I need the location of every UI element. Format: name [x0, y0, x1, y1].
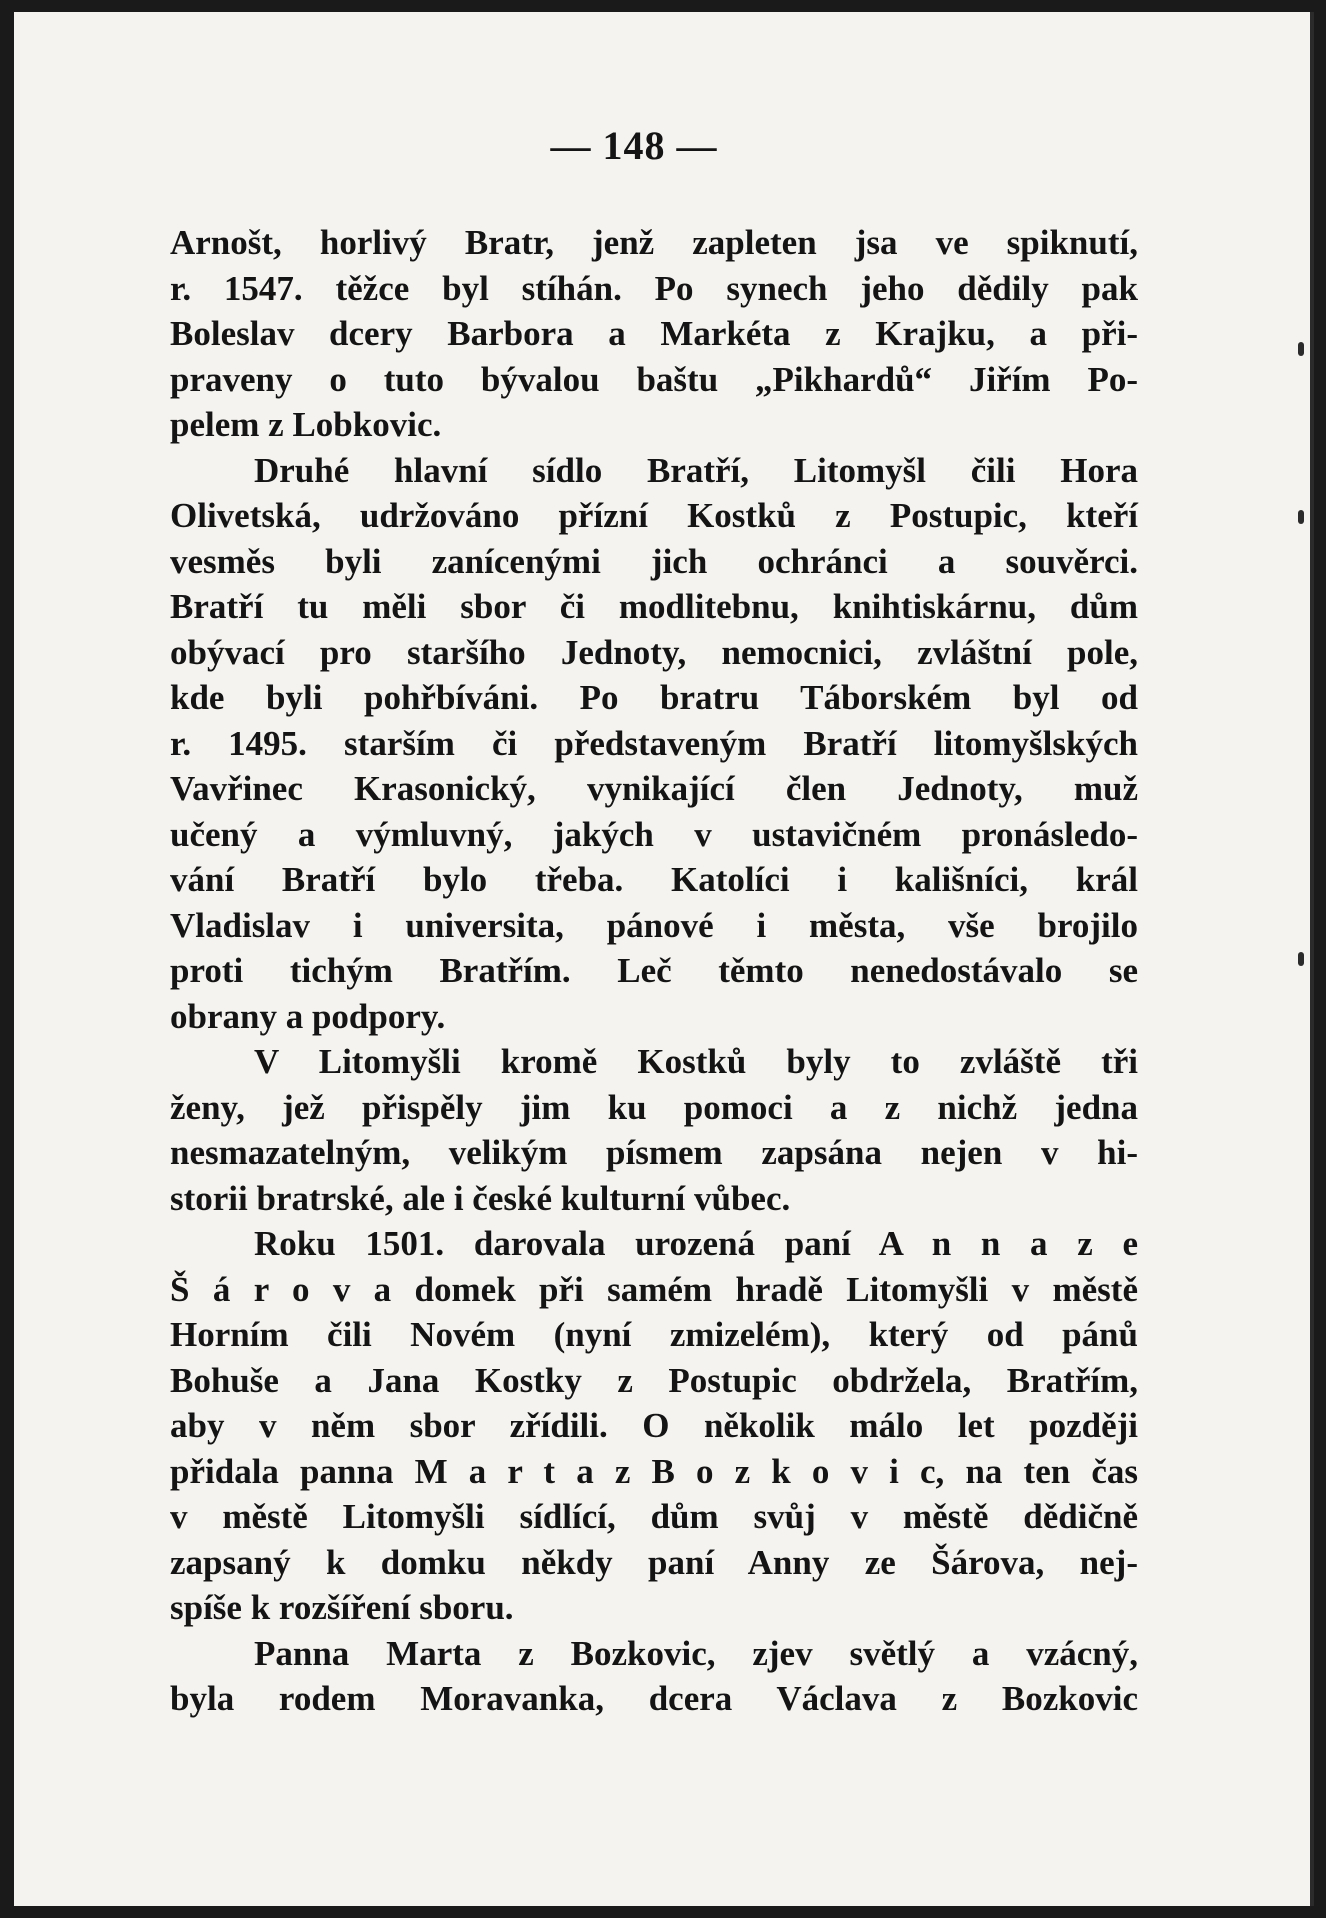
text-line: r. 1547. těžce byl stíhán. Po synech jeho dědily pak — [170, 268, 1138, 308]
text-line: spíše k rozšíření sboru. — [170, 1588, 514, 1627]
text-line: vesměs byli zanícenými jich ochránci a souvěrci. — [170, 541, 1138, 581]
text-line: nesmazatelným, velikým písmem zapsána nejen v hi- — [170, 1133, 1138, 1172]
edge-mark — [1298, 342, 1304, 356]
text-line: aby v něm sbor zřídili. O několik málo let později — [170, 1406, 1138, 1445]
text-line: Bohuše a Jana Kostky z Postupic obdržela, Bratřím, — [170, 1360, 1138, 1400]
text-line: Arnošt, horlivý Bratr, jenž zapleten jsa ve spiknutí, — [170, 223, 1138, 262]
body-text — [170, 220, 1138, 1722]
text-line: Bratří tu měli sbor či modlitebnu, knihtiskárnu, dům — [170, 587, 1138, 626]
text-line: Horním čili Novém (nyní zmizelém), který od pánů — [170, 1315, 1138, 1354]
text-line: zapsaný k domku někdy paní Anny ze Šárova, nej- — [170, 1542, 1138, 1582]
text-line: Druhé hlavní sídlo Bratří, Litomyšl čili Hora — [254, 450, 1138, 490]
text-line: Vladislav i universita, pánové i města, vše brojilo — [170, 905, 1138, 945]
text-line: byla rodem Moravanka, dcera Václava z Bozkovic — [170, 1679, 1138, 1718]
text-line: proti tichým Bratřím. Leč těmto nenedostávalo se — [170, 951, 1138, 990]
text-line: praveny o tuto bývalou baštu „Pikhardů“ Jiřím Po- — [170, 359, 1138, 399]
text-line: r. 1495. starším či představeným Bratří litomyšlských — [170, 723, 1138, 763]
page-number: — 148 — — [550, 123, 718, 168]
text-line: přidala panna M a r t a z B o z k o v i c, na ten čas — [170, 1451, 1138, 1491]
text-line: obývací pro staršího Jednoty, nemocnici, zvláštní pole, — [170, 632, 1138, 672]
text-line: Olivetská, udržováno přízní Kostků z Postupic, kteří — [170, 496, 1138, 535]
text-line: storii bratrské, ale i české kulturní vůbec. — [170, 1178, 791, 1218]
text-line: pelem z Lobkovic. — [170, 405, 442, 444]
text-line: kde byli pohřbíváni. Po bratru Táborském byl od — [170, 678, 1138, 717]
edge-mark — [1298, 952, 1304, 966]
text-line: Roku 1501. darovala urozená paní A n n a z e — [254, 1224, 1138, 1263]
text-line: ženy, jež přispěly jim ku pomoci a z nichž jedna — [170, 1087, 1138, 1127]
text-line: vání Bratří bylo třeba. Katolíci i kališníci, král — [170, 860, 1138, 899]
text-line: v městě Litomyšli sídlící, dům svůj v městě dědičně — [170, 1497, 1138, 1536]
text-line: Š á r o v a domek při samém hradě Litomyšli v městě — [170, 1269, 1138, 1309]
text-line: učený a výmluvný, jakých v ustavičném pronásledo- — [170, 814, 1138, 854]
text-line: Boleslav dcery Barbora a Markéta z Krajku, a při- — [170, 314, 1138, 353]
text-line: obrany a podpory. — [170, 996, 446, 1036]
text-line: Panna Marta z Bozkovic, zjev světlý a vzácný, — [254, 1633, 1138, 1673]
book-page — [14, 12, 1314, 1906]
edge-mark — [1298, 510, 1304, 524]
text-line: Vavřinec Krasonický, vynikající člen Jednoty, muž — [170, 769, 1138, 808]
text-line: V Litomyšli kromě Kostků byly to zvláště tři — [254, 1042, 1138, 1081]
